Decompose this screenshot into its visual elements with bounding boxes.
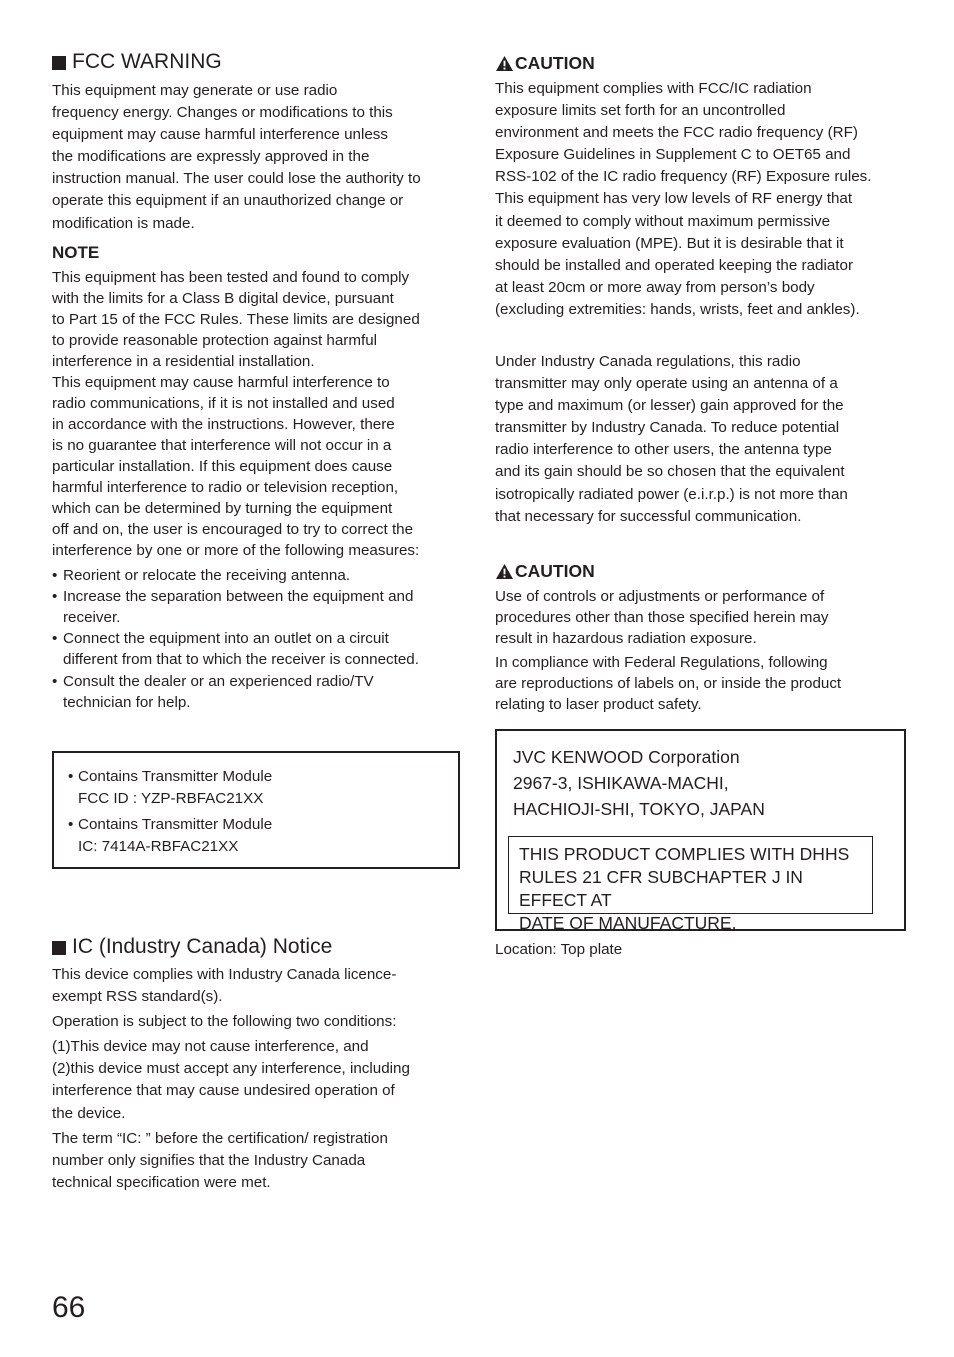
right-column	[495, 51, 907, 321]
fcc-warning-text: This equipment may generate or use radio frequency energy. Changes or modifications to this equipment may cause harmful interference unless the modifications are expressly approved in the instruction manual. The user could lose the authority to operate this equipment if an unauthorized change or modification is made.	[52, 82, 421, 232]
warning-triangle-icon	[495, 55, 514, 72]
section-square-icon	[52, 56, 66, 70]
ic-notice-section	[52, 933, 460, 1194]
list-item: • Connect the equipment into an outlet on a circuit different from that to which the receiver is connected.	[52, 628, 460, 670]
caution-rf-exposure-text: This equipment complies with FCC/IC radiation exposure limits set forth for an uncontrolled environment and meets the FCC radio frequency (RF) Exposure Guidelines in Supplement C to OET65 and RSS-102 of the IC radio frequency (RF) Exposure rules. This equipment has very low levels of RF energy that it deemed to comply without maximum permissive exposure evaluation (MPE). But it is desirable that it should be installed and operated keeping the radiator at least 20cm or more away from person’s body (excluding extremities: hands, wrists, feet and ankles).	[495, 80, 872, 318]
caution-laser-para-1: Use of controls or adjustments or performance of procedures other than those specified herein may result in hazardous radiation exposure.	[495, 588, 829, 647]
caution-heading: CAUTION	[495, 559, 907, 583]
note-heading: NOTE	[52, 242, 100, 262]
left-column	[52, 48, 460, 713]
caution-laser-section	[495, 559, 907, 715]
fcc-warning-heading: FCC WARNING	[52, 48, 460, 76]
warning-triangle-icon	[495, 563, 514, 580]
industry-canada-regulations-text: Under Industry Canada regulations, this radio transmitter may only operate using an antenna of a type and maximum (or lesser) gain approved for the transmitter by Industry Canada. To reduce potential radio interference to other users, the antenna type and its gain should be so chosen that the equivalent isotropically radiated power (e.i.r.p.) is not more than that necessary for successful communication.	[495, 353, 848, 525]
note-measures-list	[52, 565, 460, 713]
caution-laser-para-2: In compliance with Federal Regulations, following are reproductions of labels on, or inside the product relating to laser product safety.	[495, 654, 842, 713]
dhhs-compliance-statement: THIS PRODUCT COMPLIES WITH DHHS RULES 21 CFR SUBCHAPTER J IN EFFECT AT DATE OF MANUFACTURE.	[508, 836, 873, 914]
caution-heading: CAUTION	[495, 51, 907, 75]
page-number: 66	[52, 1291, 86, 1324]
list-item: • Consult the dealer or an experienced radio/TV technician for help.	[52, 671, 460, 713]
list-item: • Increase the separation between the equipment and receiver.	[52, 586, 460, 628]
manufacturer-address: JVC KENWOOD Corporation 2967-3, ISHIKAWA-MACHI, HACHIOJI-SHI, TOKYO, JAPAN	[513, 747, 765, 819]
ic-notice-para-2: Operation is subject to the following two conditions:	[52, 1013, 397, 1031]
note-text: This equipment has been tested and found to comply with the limits for a Class B digital device, pursuant to Part 15 of the FCC Rules. These limits are designed to provide reasonable protection against harmful interference in a residential installation. This equipment may cause harmful interference to radio communications, if it is not installed and used in accordance with the instructions. However, there is no guarantee that interference will not occur in a particular installation. If this equipment does cause harmful interference to radio or television reception, which can be determined by turning the equipment off and on, the user is encouraged to try to correct the interference by one or more of the following measures:	[52, 268, 420, 559]
laser-label-box	[495, 729, 906, 931]
list-item: • Reorient or relocate the receiving antenna.	[52, 565, 460, 586]
ic-notice-para-4: The term “IC: ” before the certification/ registration number only signifies that the Industry Canada technical specification were met.	[52, 1129, 388, 1191]
list-item: • Contains Transmitter Module IC: 7414A-RBFAC21XX	[68, 814, 458, 858]
ic-notice-heading: IC (Industry Canada) Notice	[52, 933, 460, 961]
ic-notice-para-1: This device complies with Industry Canada licence- exempt RSS standard(s).	[52, 966, 397, 1006]
label-location: Location: Top plate	[495, 941, 623, 958]
transmitter-module-box	[52, 751, 460, 869]
ic-notice-para-3: (1)This device may not cause interference, and (2)this device must accept any interference, including interference that may cause undesired operation of the device.	[52, 1038, 410, 1122]
list-item: • Contains Transmitter Module FCC ID : YZP-RBFAC21XX	[68, 766, 458, 810]
section-square-icon	[52, 941, 66, 955]
